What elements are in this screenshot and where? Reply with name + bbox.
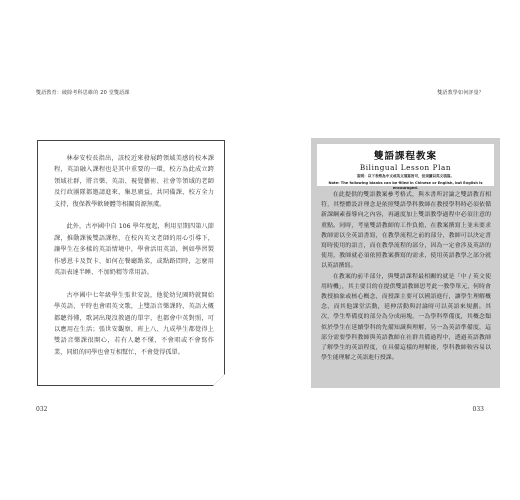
page-number-left: 032 [36, 406, 48, 413]
lesson-plan-subtitle: Bilingual Lesson Plan [359, 163, 452, 172]
lesson-plan-header [317, 144, 494, 190]
lesson-plan-text [321, 190, 491, 363]
page-number-right: 033 [472, 406, 484, 413]
lesson-paragraph-1: 在此提供的雙語教案參考格式，與本書所討論之雙語教育相符，其整體設計理念是依照雙語學科教師在教授學科時必須依循新課綱素養導向之內容，再適度加上雙語教學過程中必須注意的重點。同時，考量雙語教師的工作負擔，在教案撰寫上並未要求教師需以全英語書寫，在教學流程之前的部分，教師可以決定書寫時使用的語言，而在教學流程的部分，因為一定會涉及英語的使用，教師就必須依照教案撰寫的需求，使用英語教學之部分就以英語撰寫。 [321, 192, 491, 270]
note-paragraph-3: 古亭國中七年級學生張世安說，他從幼兒園時就開始學英語，平時也會唱英文歌，上雙語音樂課時，英語大概都聽得懂，歌詞出現沒教過的單字，也都會中英對照，可以應用在生活；張世安觀察，班上八、九成學生都覺得上雙語音樂課很開心，若有人聽不懂，不會唱或不會寫作業，同組的同學也會互相幫忙，不會覺得孤單。 [54, 291, 214, 356]
note-text [54, 153, 214, 370]
lesson-paragraph-2: 在教案的前半部分，與雙語課程最相關的就是「中 / 英文使用時機」，其主要目的在提供雙語教師思考此一教學單元，何時會教授抽象或核心概念，而授課主要可以國語進行，讓學生理解概念，而其他課堂活動，延伸活動與討論時可以英語來規劃。其次，學生準備度的部分為分成兩塊，一為學科準備度，其概念類似於學生在延續學科的先備知識與理解，另一為英語準備度，這部分需要學科教師與英語教師在社群共備過程中，透過英語教師了解學生的英語程度，在具備這樣的理解後，學科教師較容易以學生能理解之英語進行授課。 [321, 273, 491, 362]
page-curl-icon [213, 374, 225, 386]
note-card [37, 140, 225, 386]
lesson-plan-note-zh: 說明：以下表格為中文或英文填寫皆可，但須擴以英文填寫。 [356, 174, 455, 178]
lesson-plan-note-en: Note: The following blanks can be filled in Chinese or English, but English is encouraged. [328, 181, 483, 190]
lesson-plan-box [311, 138, 500, 388]
note-paragraph-1: 林奉安校長指出，該校近來發展跨領域美感的校本課程，英語融入課程也是其中重要的一環，校方為此成立跨領域社群，將音樂、英語、視覺藝術、社會等領域的老師及行政團隊都邀請進來，集思廣益，共同備課，校方全力支持，復保教學軟硬體等相關資源無虞。 [54, 155, 214, 208]
note-paragraph-2: 此外，古亭國中自 106 學年度起，利用星期四第八節課，推動課後雙語課程，在校內英文老師的用心引導下，讓學生在多樣的英語情境中，學會活用英語，例如學習製作感恩卡及賀卡、如何在餐廳點菜，或點路問時，怎麼用英語表達半睡、不加奶精等常用語。 [54, 223, 214, 277]
lesson-plan-title: 雙語課程教案 [373, 151, 437, 162]
running-head-right: 雙語教學如何評量？ [437, 90, 484, 96]
running-head-left: 雙語教育：破除考科思維的 20 堂雙語課 [36, 90, 130, 96]
